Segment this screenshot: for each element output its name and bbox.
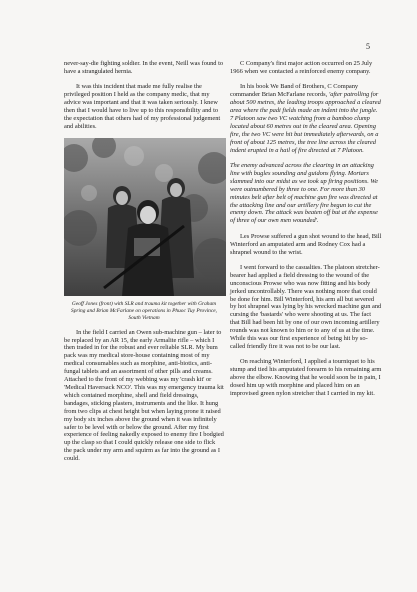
left-column [64,60,224,471]
paragraph: In the field I carried an Owen sub-machine gun – later to be replaced by an AR 15, the early Armalite rifle – which I then traded in for the robust and ever reliable SLR. My bum pack was my medical store-house containing most of my medical consumables such as morphine, anti-biotics, anti-fungal tablets and an assortment of other pills and creams. Attached to the front of my webbing was my 'crash kit' or 'Medical Haversack NCO'. This was my emergency trauma kit which contained morphine, shell and field dressings, bandages, sticking plasters, instruments and the like. It hung from two clips at chest height but when laying prone it raised my body six inches above the ground when it was infinitely safer to be level with or below the ground. After my first experience of feeling nakedly exposed to enemy fire I bodgied up the clasp so that I could quickly release one side to flick the pack under my arm and squirm as far into the ground as I could. [64,328,224,463]
right-column [230,60,382,405]
photo-caption: Geoff Jones (front) with SLR and trauma kit together with Graham Spring and Brian McFarlane on operations in Phuoc Tuy Province, South Vietnam [71,301,217,321]
quotation: The enemy advanced across the clearing in an attacking line with bugles sounding and guidons flying. Mortars slammed into our midst as we took up firing positions. We were outnumbered by three to one. For more than 30 minutes belt after belt of machine gun fire was directed at the attacking line and our artillery fire begun to cut the enemy down. The attack was beaten off but at the expense of three of our own men wounded'. [230,161,378,225]
paragraph: It was this incident that made me fully realise the privileged position I held as the company medic, that my advice was important and that it was taken seriously. I knew then that I would have to live up to this responsibility and to the expectation that others had of my professional judgement and abilities. [64,83,221,130]
paragraph: never-say-die fighting soldier. In the event, Neill was found to have a strangulated hernia. [64,60,224,75]
paragraph: I went forward to the casualties. The platoon stretcher-bearer had applied a field dressing to the wound of the unconscious Prowse who was now fitting and his body jerked uncontrollably. There was nothing more that could be done for him. Bill Winterford, his arm all but severed by hot shrapnel was lying by his wrecked machine gun and cursing the 'bastards' who were shooting at us. The fact that Bill had been hit by one of our own incoming artillery rounds was not known to him or to any of us at the time. While this was our first experience of being hit by so-called friendly fire it was not to be our last. [230,263,382,350]
paragraph: Les Prowse suffered a gun shot wound to the head, Bill Winterford an amputated arm and Rodney Cox had a shrapnel wound to the wrist. [230,232,382,256]
paragraph: C Company's first major action occurred on 25 July 1966 when we contacted a reinforced enemy company. [230,60,373,75]
photo-image [64,138,226,296]
soldiers-photo [64,138,226,296]
paragraph-intro: In his book We Band of Brothers, C Company commander Brian McFarlane records, [230,83,359,99]
paragraph [230,83,382,154]
page-number: 5 [366,42,370,51]
quotation: 'after patrolling for about 500 metres, the leading troops approached a cleared area where the padi fields made an indent into the jungle. 7 Platoon saw two VC watching from a bamboo clump located about 60 metres out in the cleared area. Opening fire, the two VC were hit but immediately afterwards, on a front of about 125 metres, the tree line across the cleared indent erupted in a hail of fire directed at 7 Platoon. [230,91,381,154]
paragraph: On reaching Winterford, I applied a tourniquet to his stump and tied his amputated forearm to his remaining arm above the elbow. Knowing that he would soon be in pain, I dosed him up with morphine and placed him on an improvised green nylon stretcher that I carried in my kit. [230,358,382,398]
